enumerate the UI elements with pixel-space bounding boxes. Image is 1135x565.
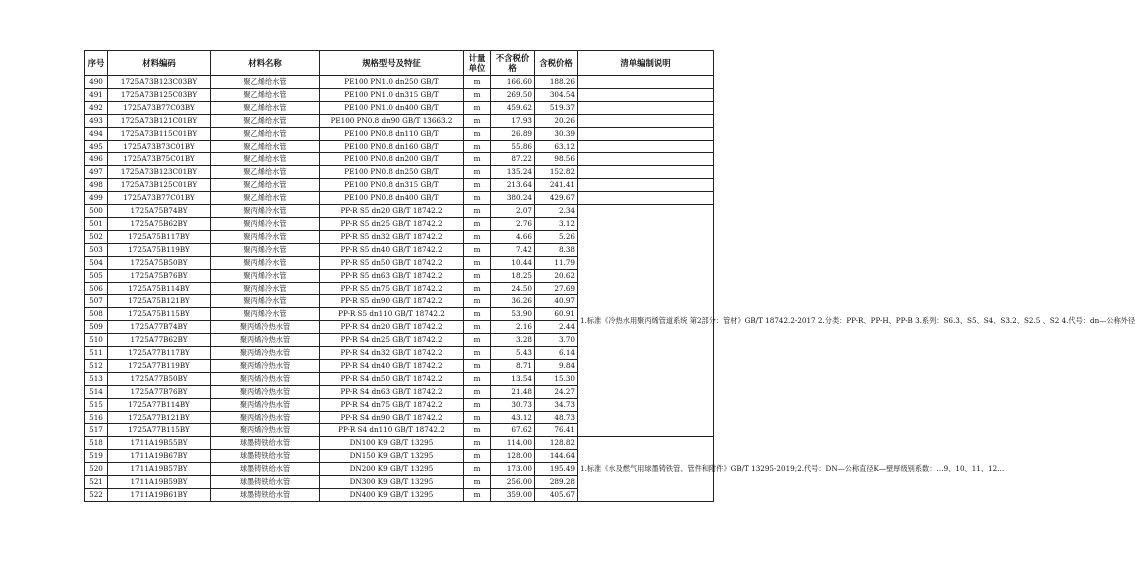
cell-price-inc-tax: 30.39	[535, 127, 578, 140]
cell-name: 球墨铸铁给水管	[211, 463, 320, 476]
cell-price-inc-tax: 5.26	[535, 230, 578, 243]
cell-seq: 494	[85, 127, 108, 140]
cell-price-inc-tax: 63.12	[535, 140, 578, 153]
cell-seq: 491	[85, 88, 108, 101]
cell-price-inc-tax: 519.37	[535, 101, 578, 114]
cell-price-inc-tax: 304.54	[535, 88, 578, 101]
cell-spec: PE100 PN1.0 dn315 GB/T	[320, 88, 464, 101]
cell-unit: m	[464, 166, 491, 179]
cell-note	[578, 76, 714, 89]
header-spec: 规格型号及特征	[320, 51, 464, 76]
cell-code: 1725A75B117BY	[108, 230, 211, 243]
cell-code: 1711A19B59BY	[108, 476, 211, 489]
cell-price-inc-tax: 289.28	[535, 476, 578, 489]
cell-spec: DN100 K9 GB/T 13295	[320, 437, 464, 450]
cell-code: 1725A75B76BY	[108, 269, 211, 282]
cell-price-ex-tax: 18.25	[491, 269, 535, 282]
cell-unit: m	[464, 295, 491, 308]
cell-price-ex-tax: 380.24	[491, 192, 535, 205]
cell-name: 聚丙烯冷水管	[211, 230, 320, 243]
cell-price-ex-tax: 4.66	[491, 230, 535, 243]
cell-price-ex-tax: 5.43	[491, 347, 535, 360]
cell-name: 球墨铸铁给水管	[211, 489, 320, 502]
cell-spec: PP-R S5 dn63 GB/T 18742.2	[320, 269, 464, 282]
cell-price-inc-tax: 3.70	[535, 334, 578, 347]
cell-price-inc-tax: 15.30	[535, 372, 578, 385]
table-row	[85, 127, 714, 140]
cell-code: 1725A75B114BY	[108, 282, 211, 295]
cell-code: 1711A19B55BY	[108, 437, 211, 450]
cell-spec: PE100 PN0.8 dn90 GB/T 13663.2	[320, 114, 464, 127]
cell-price-ex-tax: 135.24	[491, 166, 535, 179]
cell-price-inc-tax: 20.26	[535, 114, 578, 127]
cell-spec: PE100 PN1.0 dn400 GB/T	[320, 101, 464, 114]
cell-code: 1725A73B125C01BY	[108, 179, 211, 192]
cell-code: 1725A73B123C01BY	[108, 166, 211, 179]
cell-name: 聚乙烯给水管	[211, 101, 320, 114]
cell-seq: 496	[85, 153, 108, 166]
cell-price-inc-tax: 20.62	[535, 269, 578, 282]
cell-price-ex-tax: 114.00	[491, 437, 535, 450]
cell-spec: PP-R S4 dn63 GB/T 18742.2	[320, 385, 464, 398]
cell-code: 1725A75B50BY	[108, 256, 211, 269]
cell-seq: 503	[85, 243, 108, 256]
cell-price-inc-tax: 11.79	[535, 256, 578, 269]
cell-code: 1725A75B115BY	[108, 308, 211, 321]
cell-spec: DN200 K9 GB/T 13295	[320, 463, 464, 476]
cell-unit: m	[464, 88, 491, 101]
cell-price-ex-tax: 459.62	[491, 101, 535, 114]
cell-unit: m	[464, 372, 491, 385]
cell-spec: PP-R S5 dn40 GB/T 18742.2	[320, 243, 464, 256]
cell-spec: PP-R S4 dn90 GB/T 18742.2	[320, 411, 464, 424]
table-row	[85, 179, 714, 192]
cell-seq: 518	[85, 437, 108, 450]
cell-unit: m	[464, 282, 491, 295]
cell-spec: PE100 PN0.8 dn400 GB/T	[320, 192, 464, 205]
cell-name: 聚丙烯冷热水管	[211, 372, 320, 385]
cell-seq: 513	[85, 372, 108, 385]
cell-spec: PE100 PN0.8 dn200 GB/T	[320, 153, 464, 166]
cell-name: 聚丙烯冷热水管	[211, 321, 320, 334]
cell-code: 1725A73B115C01BY	[108, 127, 211, 140]
cell-spec: PP-R S4 dn32 GB/T 18742.2	[320, 347, 464, 360]
cell-unit: m	[464, 243, 491, 256]
cell-price-inc-tax: 2.44	[535, 321, 578, 334]
header-unit: 计量单位	[464, 51, 491, 76]
cell-seq: 510	[85, 334, 108, 347]
cell-note	[578, 153, 714, 166]
cell-price-inc-tax: 48.73	[535, 411, 578, 424]
cell-price-inc-tax: 40.97	[535, 295, 578, 308]
cell-spec: PP-R S4 dn20 GB/T 18742.2	[320, 321, 464, 334]
cell-price-ex-tax: 30.73	[491, 398, 535, 411]
cell-price-ex-tax: 17.93	[491, 114, 535, 127]
cell-unit: m	[464, 192, 491, 205]
table-row	[85, 153, 714, 166]
cell-seq: 502	[85, 230, 108, 243]
cell-seq: 522	[85, 489, 108, 502]
cell-note	[578, 192, 714, 205]
cell-code: 1725A73B77C03BY	[108, 101, 211, 114]
cell-code: 1725A77B121BY	[108, 411, 211, 424]
cell-spec: PP-R S4 dn50 GB/T 18742.2	[320, 372, 464, 385]
cell-price-ex-tax: 128.00	[491, 450, 535, 463]
cell-code: 1711A19B61BY	[108, 489, 211, 502]
cell-note	[578, 114, 714, 127]
cell-seq: 498	[85, 179, 108, 192]
note-ductile-standard: 1.标准《水及燃气用球墨铸铁管、管件和附件》GB/T 13295-2019;2.代号：DN—公称直径K—壁厚级别系数：…9、10、11、12…	[578, 437, 714, 502]
cell-price-ex-tax: 21.48	[491, 385, 535, 398]
header-name: 材料名称	[211, 51, 320, 76]
cell-price-ex-tax: 2.07	[491, 205, 535, 218]
cell-seq: 495	[85, 140, 108, 153]
cell-note	[578, 179, 714, 192]
cell-price-inc-tax: 34.73	[535, 398, 578, 411]
cell-seq: 506	[85, 282, 108, 295]
cell-unit: m	[464, 205, 491, 218]
cell-spec: DN150 K9 GB/T 13295	[320, 450, 464, 463]
cell-unit: m	[464, 153, 491, 166]
cell-unit: m	[464, 424, 491, 437]
cell-unit: m	[464, 127, 491, 140]
cell-name: 聚乙烯给水管	[211, 192, 320, 205]
cell-code: 1725A73B75C01BY	[108, 153, 211, 166]
cell-price-ex-tax: 36.26	[491, 295, 535, 308]
cell-price-ex-tax: 53.90	[491, 308, 535, 321]
cell-price-ex-tax: 269.50	[491, 88, 535, 101]
cell-note	[578, 88, 714, 101]
cell-code: 1725A73B77C01BY	[108, 192, 211, 205]
cell-code: 1725A75B121BY	[108, 295, 211, 308]
cell-unit: m	[464, 76, 491, 89]
cell-name: 聚丙烯冷水管	[211, 205, 320, 218]
cell-seq: 512	[85, 359, 108, 372]
cell-spec: PE100 PN1.0 dn250 GB/T	[320, 76, 464, 89]
cell-name: 聚丙烯冷热水管	[211, 424, 320, 437]
cell-spec: PE100 PN0.8 dn160 GB/T	[320, 140, 464, 153]
cell-unit: m	[464, 450, 491, 463]
cell-unit: m	[464, 476, 491, 489]
cell-name: 聚乙烯给水管	[211, 76, 320, 89]
cell-code: 1725A73B121C01BY	[108, 114, 211, 127]
cell-code: 1725A75B74BY	[108, 205, 211, 218]
header-price-inc-tax: 含税价格	[535, 51, 578, 76]
cell-name: 聚乙烯给水管	[211, 114, 320, 127]
cell-spec: DN300 K9 GB/T 13295	[320, 476, 464, 489]
cell-name: 聚乙烯给水管	[211, 166, 320, 179]
cell-seq: 497	[85, 166, 108, 179]
cell-name: 聚丙烯冷热水管	[211, 347, 320, 360]
cell-code: 1725A77B74BY	[108, 321, 211, 334]
cell-price-ex-tax: 26.89	[491, 127, 535, 140]
cell-price-ex-tax: 87.22	[491, 153, 535, 166]
cell-price-inc-tax: 76.41	[535, 424, 578, 437]
cell-price-ex-tax: 2.16	[491, 321, 535, 334]
cell-unit: m	[464, 385, 491, 398]
cell-spec: PE100 PN0.8 dn250 GB/T	[320, 166, 464, 179]
table-row	[85, 140, 714, 153]
cell-code: 1725A77B76BY	[108, 385, 211, 398]
cell-price-ex-tax: 166.60	[491, 76, 535, 89]
note-pp-standard: 1.标准《冷热水用聚丙烯管道系统 第2部分：管材》GB/T 18742.2-2017 2.分类：PP-R、PP-H、PP-B 3.系列：S6.3、S5、S4、S3.2、S2.5 、S2 4.代号：dn—公称外径	[578, 205, 714, 437]
cell-price-ex-tax: 3.28	[491, 334, 535, 347]
cell-price-inc-tax: 9.84	[535, 359, 578, 372]
cell-seq: 521	[85, 476, 108, 489]
cell-seq: 511	[85, 347, 108, 360]
cell-spec: PP-R S5 dn50 GB/T 18742.2	[320, 256, 464, 269]
cell-seq: 505	[85, 269, 108, 282]
table-row	[85, 88, 714, 101]
cell-price-inc-tax: 27.69	[535, 282, 578, 295]
cell-name: 聚丙烯冷热水管	[211, 385, 320, 398]
cell-price-inc-tax: 405.67	[535, 489, 578, 502]
cell-name: 球墨铸铁给水管	[211, 476, 320, 489]
cell-price-inc-tax: 24.27	[535, 385, 578, 398]
table-body	[85, 76, 1135, 502]
cell-name: 聚丙烯冷水管	[211, 256, 320, 269]
cell-price-ex-tax: 55.86	[491, 140, 535, 153]
cell-spec: PP-R S4 dn110 GB/T 18742.2	[320, 424, 464, 437]
cell-price-inc-tax: 188.26	[535, 76, 578, 89]
cell-price-inc-tax: 128.82	[535, 437, 578, 450]
cell-name: 聚丙烯冷水管	[211, 282, 320, 295]
cell-seq: 517	[85, 424, 108, 437]
cell-code: 1725A77B62BY	[108, 334, 211, 347]
cell-name: 聚乙烯给水管	[211, 179, 320, 192]
cell-code: 1725A77B117BY	[108, 347, 211, 360]
cell-name: 聚丙烯冷水管	[211, 217, 320, 230]
cell-unit: m	[464, 437, 491, 450]
cell-unit: m	[464, 101, 491, 114]
cell-unit: m	[464, 140, 491, 153]
cell-spec: DN400 K9 GB/T 13295	[320, 489, 464, 502]
cell-name: 聚丙烯冷水管	[211, 269, 320, 282]
cell-price-ex-tax: 7.42	[491, 243, 535, 256]
cell-seq: 514	[85, 385, 108, 398]
cell-price-ex-tax: 13.54	[491, 372, 535, 385]
cell-name: 聚乙烯给水管	[211, 88, 320, 101]
cell-name: 聚丙烯冷水管	[211, 308, 320, 321]
cell-spec: PP-R S5 dn32 GB/T 18742.2	[320, 230, 464, 243]
cell-unit: m	[464, 411, 491, 424]
cell-spec: PE100 PN0.8 dn315 GB/T	[320, 179, 464, 192]
cell-code: 1725A73B123C03BY	[108, 76, 211, 89]
cell-code: 1725A75B119BY	[108, 243, 211, 256]
cell-unit: m	[464, 256, 491, 269]
cell-name: 聚丙烯冷热水管	[211, 359, 320, 372]
cell-spec: PP-R S5 dn75 GB/T 18742.2	[320, 282, 464, 295]
cell-unit: m	[464, 308, 491, 321]
cell-spec: PP-R S5 dn110 GB/T 18742.2	[320, 308, 464, 321]
cell-seq: 493	[85, 114, 108, 127]
cell-code: 1725A77B115BY	[108, 424, 211, 437]
cell-unit: m	[464, 359, 491, 372]
cell-name: 聚丙烯冷水管	[211, 295, 320, 308]
cell-note	[578, 101, 714, 114]
cell-spec: PP-R S5 dn25 GB/T 18742.2	[320, 217, 464, 230]
cell-seq: 492	[85, 101, 108, 114]
cell-unit: m	[464, 114, 491, 127]
cell-price-inc-tax: 429.67	[535, 192, 578, 205]
cell-seq: 490	[85, 76, 108, 89]
cell-price-ex-tax: 24.50	[491, 282, 535, 295]
table-row	[85, 192, 714, 205]
cell-seq: 500	[85, 205, 108, 218]
cell-spec: PP-R S5 dn20 GB/T 18742.2	[320, 205, 464, 218]
cell-name: 聚丙烯冷水管	[211, 243, 320, 256]
cell-code: 1725A75B62BY	[108, 217, 211, 230]
cell-name: 聚丙烯冷热水管	[211, 398, 320, 411]
cell-price-inc-tax: 3.12	[535, 217, 578, 230]
cell-price-ex-tax: 67.62	[491, 424, 535, 437]
cell-price-inc-tax: 241.41	[535, 179, 578, 192]
table-row	[85, 76, 714, 89]
cell-seq: 501	[85, 217, 108, 230]
cell-seq: 508	[85, 308, 108, 321]
cell-code: 1725A77B50BY	[108, 372, 211, 385]
cell-price-inc-tax: 144.64	[535, 450, 578, 463]
cell-name: 球墨铸铁给水管	[211, 437, 320, 450]
header-seq: 序号	[85, 51, 108, 76]
cell-price-inc-tax: 2.34	[535, 205, 578, 218]
cell-price-inc-tax: 8.38	[535, 243, 578, 256]
material-price-table	[84, 50, 1135, 502]
cell-spec: PP-R S4 dn40 GB/T 18742.2	[320, 359, 464, 372]
cell-seq: 520	[85, 463, 108, 476]
cell-code: 1725A77B119BY	[108, 359, 211, 372]
cell-code: 1725A77B114BY	[108, 398, 211, 411]
cell-spec: PP-R S4 dn75 GB/T 18742.2	[320, 398, 464, 411]
cell-unit: m	[464, 217, 491, 230]
cell-seq: 507	[85, 295, 108, 308]
cell-price-ex-tax: 10.44	[491, 256, 535, 269]
cell-price-ex-tax: 213.64	[491, 179, 535, 192]
cell-unit: m	[464, 398, 491, 411]
cell-unit: m	[464, 334, 491, 347]
cell-note	[578, 140, 714, 153]
cell-name: 聚丙烯冷热水管	[211, 411, 320, 424]
cell-seq: 519	[85, 450, 108, 463]
table-row	[85, 101, 714, 114]
cell-seq: 515	[85, 398, 108, 411]
cell-price-ex-tax: 173.00	[491, 463, 535, 476]
cell-price-inc-tax: 195.49	[535, 463, 578, 476]
cell-unit: m	[464, 269, 491, 282]
cell-code: 1711A19B67BY	[108, 450, 211, 463]
cell-price-inc-tax: 60.91	[535, 308, 578, 321]
cell-unit: m	[464, 463, 491, 476]
cell-seq: 504	[85, 256, 108, 269]
table-row	[85, 114, 714, 127]
cell-unit: m	[464, 321, 491, 334]
cell-name: 聚乙烯给水管	[211, 140, 320, 153]
cell-seq: 516	[85, 411, 108, 424]
cell-spec: PP-R S4 dn25 GB/T 18742.2	[320, 334, 464, 347]
cell-seq: 499	[85, 192, 108, 205]
table-row	[85, 205, 714, 218]
cell-price-inc-tax: 152.82	[535, 166, 578, 179]
cell-name: 聚乙烯给水管	[211, 127, 320, 140]
cell-name: 聚乙烯给水管	[211, 153, 320, 166]
cell-price-ex-tax: 256.00	[491, 476, 535, 489]
table-row	[85, 437, 714, 450]
cell-code: 1725A73B125C03BY	[108, 88, 211, 101]
cell-unit: m	[464, 230, 491, 243]
cell-price-ex-tax: 8.71	[491, 359, 535, 372]
cell-unit: m	[464, 489, 491, 502]
cell-unit: m	[464, 179, 491, 192]
cell-note	[578, 166, 714, 179]
header-note: 清单编制说明	[578, 51, 714, 76]
cell-spec: PP-R S5 dn90 GB/T 18742.2	[320, 295, 464, 308]
table-row	[85, 166, 714, 179]
cell-name: 球墨铸铁给水管	[211, 450, 320, 463]
cell-spec: PE100 PN0.8 dn110 GB/T	[320, 127, 464, 140]
cell-unit: m	[464, 347, 491, 360]
cell-price-inc-tax: 6.14	[535, 347, 578, 360]
cell-note	[578, 127, 714, 140]
cell-price-ex-tax: 359.00	[491, 489, 535, 502]
cell-price-ex-tax: 2.76	[491, 217, 535, 230]
cell-name: 聚丙烯冷热水管	[211, 334, 320, 347]
cell-code: 1711A19B57BY	[108, 463, 211, 476]
cell-price-inc-tax: 98.56	[535, 153, 578, 166]
cell-price-ex-tax: 43.12	[491, 411, 535, 424]
cell-code: 1725A73B73C01BY	[108, 140, 211, 153]
header-row	[85, 51, 714, 76]
header-code: 材料编码	[108, 51, 211, 76]
header-price-ex-tax: 不含税价 格	[491, 51, 535, 76]
cell-seq: 509	[85, 321, 108, 334]
